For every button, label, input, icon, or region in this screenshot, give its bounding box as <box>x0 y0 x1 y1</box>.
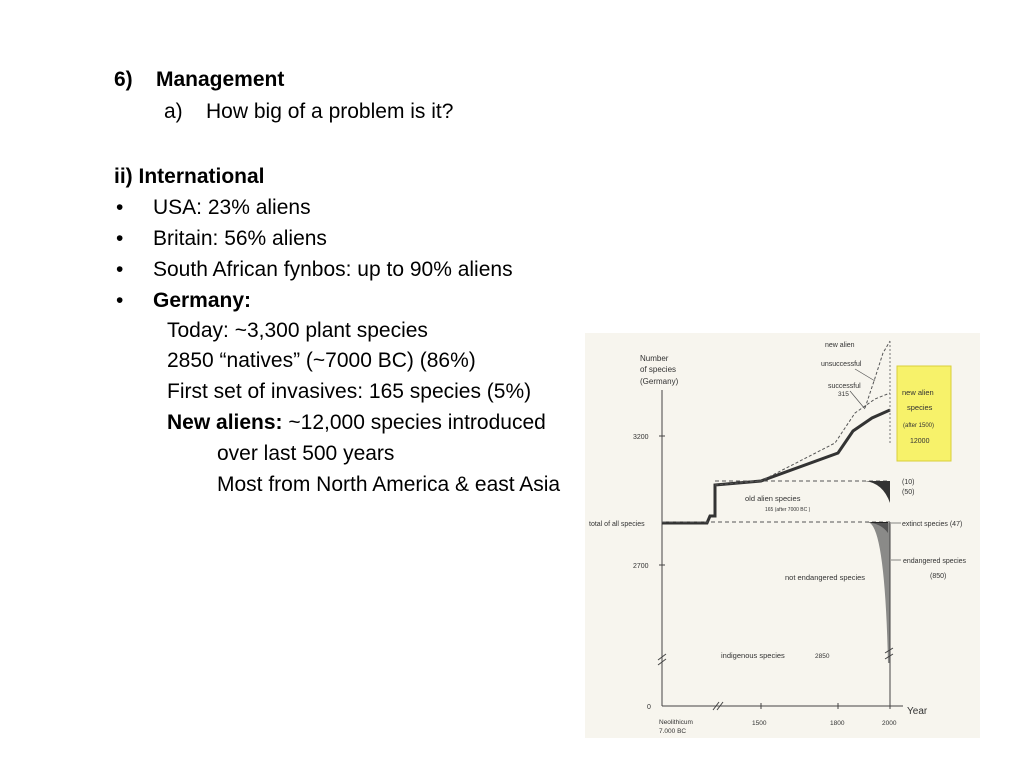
germany-invasives: First set of invasives: 165 species (5%) <box>167 380 532 403</box>
y-title-line3: (Germany) <box>640 377 679 386</box>
label-old-alien: old alien species <box>745 494 801 503</box>
box-line-2: species <box>907 403 933 412</box>
label-endangered: endangered species <box>903 558 967 565</box>
sub-question: How big of a problem is it? <box>206 100 454 123</box>
label-old-alien-sub: 165 (after 7000 BC ) <box>765 507 811 513</box>
x-axis-label: Year <box>907 706 928 717</box>
label-extinct: extinct species (47) <box>902 521 963 528</box>
germany-new-aliens <box>167 411 546 435</box>
label-indigenous: indigenous species <box>721 651 785 660</box>
label-total-species: total of all species <box>589 521 645 528</box>
x-tick-label-neolithic: Neolithicum <box>659 719 693 726</box>
label-unsuccessful: unsuccessful <box>821 361 862 368</box>
bullet-marker: • <box>116 227 124 250</box>
bullet-britain: Britain: 56% aliens <box>153 227 327 250</box>
label-indigenous-count: 2850 <box>815 653 830 660</box>
bullet-fynbos: South African fynbos: up to 90% aliens <box>153 258 513 281</box>
box-line-1: new alien <box>902 388 934 397</box>
germany-today: Today: ~3,300 plant species <box>167 319 428 342</box>
label-count-10: (10) <box>902 479 915 486</box>
x-tick-label-1500: 1500 <box>752 720 767 727</box>
label-successful: successful <box>828 383 861 390</box>
x-tick-label-2000: 2000 <box>882 720 897 727</box>
new-alien-highlight-box <box>897 366 951 461</box>
label-endangered-count: (850) <box>930 573 947 580</box>
sub-letter: a) <box>164 100 183 123</box>
y-tick-label-0: 0 <box>647 704 651 711</box>
box-line-4: 12000 <box>910 438 930 445</box>
y-title-line2: of species <box>640 365 677 374</box>
x-tick-label-1800: 1800 <box>830 720 845 727</box>
new-aliens-label: New aliens: <box>167 411 283 434</box>
new-aliens-period: over last 500 years <box>217 442 395 465</box>
y-tick-label-2700: 2700 <box>633 563 649 570</box>
bullet-marker: • <box>116 196 124 219</box>
heading-number: 6) <box>114 68 133 91</box>
section-title: ii) International <box>114 165 265 188</box>
box-line-3: (after 1500) <box>903 423 935 429</box>
bullet-marker: • <box>116 289 124 312</box>
bullet-usa: USA: 23% aliens <box>153 196 311 219</box>
label-successful-count: 315 <box>838 391 849 398</box>
bullet-germany: Germany: <box>153 289 252 312</box>
heading-title: Management <box>156 68 285 91</box>
species-figure-svg <box>585 333 980 738</box>
label-not-endangered: not endangered species <box>785 573 866 582</box>
label-new-alien: new alien <box>825 342 855 349</box>
germany-natives: 2850 “natives” (~7000 BC) (86%) <box>167 349 476 372</box>
species-figure <box>585 333 980 738</box>
y-tick-label-3200: 3200 <box>633 434 649 441</box>
new-aliens-text: ~12,000 species introduced <box>282 411 546 434</box>
new-aliens-origin: Most from North America & east Asia <box>217 473 561 496</box>
x-tick-label-7000bc: 7.000 BC <box>659 728 687 735</box>
y-title-line1: Number <box>640 354 669 363</box>
label-count-50: (50) <box>902 489 915 496</box>
bullet-marker: • <box>116 258 124 281</box>
